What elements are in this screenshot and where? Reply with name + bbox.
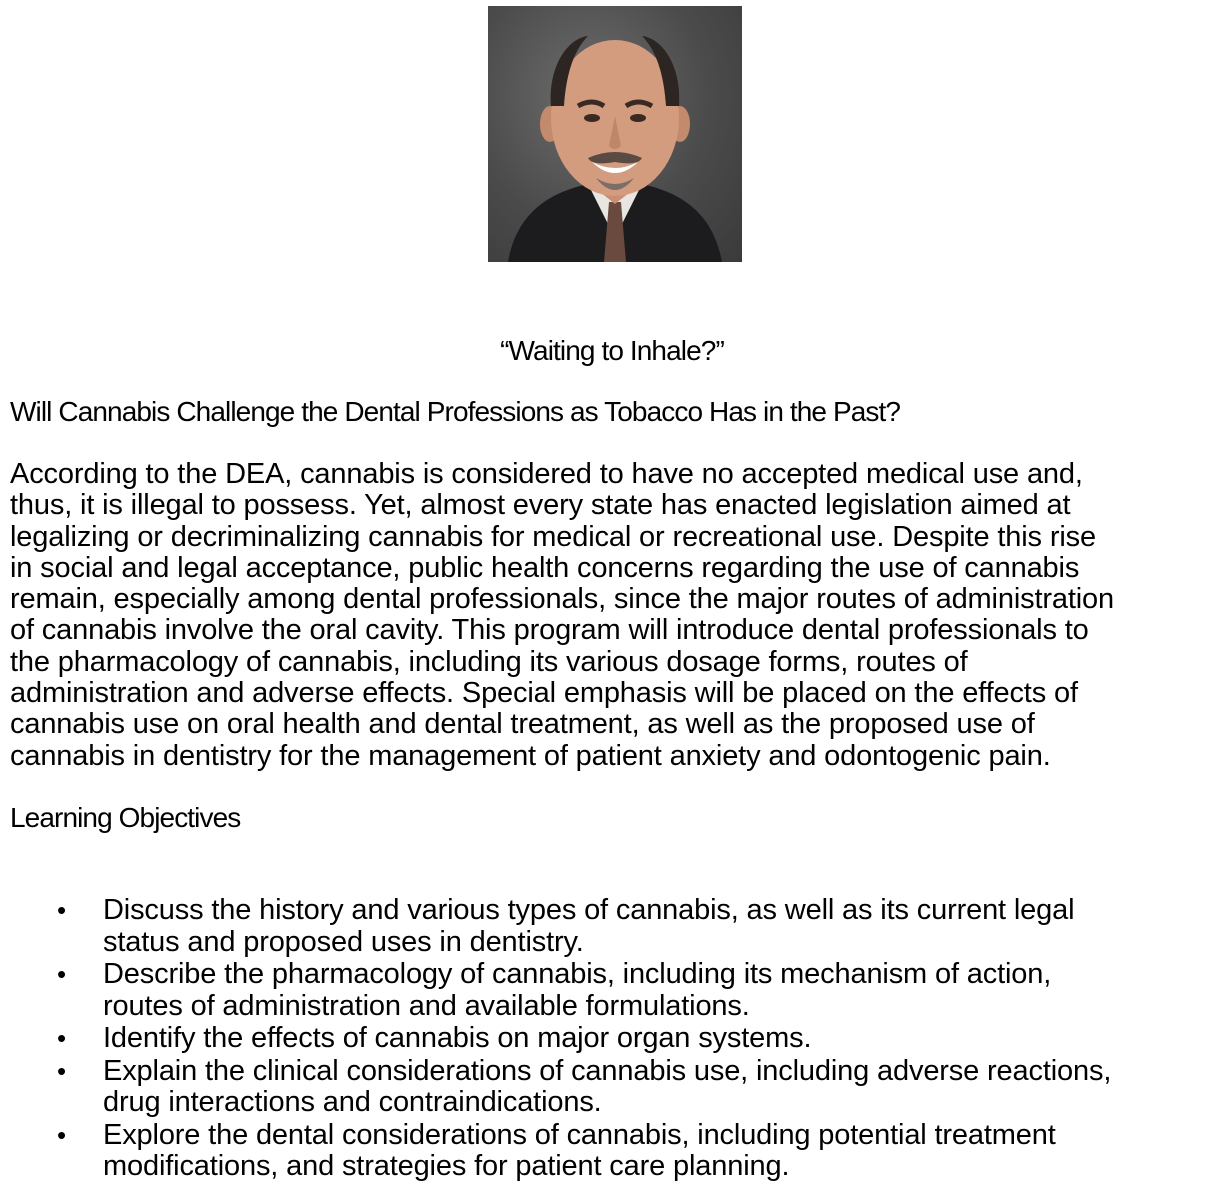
objective-line: routes of administration and available formulations. bbox=[103, 989, 750, 1022]
bullet-icon: • bbox=[57, 959, 66, 989]
description-line: administration and adverse effects. Special emphasis will be placed on the effects of bbox=[10, 677, 1078, 710]
description-line: of cannabis involve the oral cavity. This program will introduce dental professionals to bbox=[10, 614, 1089, 647]
bullet-icon: • bbox=[57, 1023, 66, 1053]
list-item bbox=[0, 895, 1224, 958]
description-line: the pharmacology of cannabis, including its various dosage forms, routes of bbox=[10, 645, 968, 678]
objective-line: Explain the clinical considerations of cannabis use, including adverse reactions, bbox=[103, 1054, 1112, 1087]
objective-line: Describe the pharmacology of cannabis, including its mechanism of action, bbox=[103, 958, 1052, 990]
bullet-icon: • bbox=[57, 895, 66, 925]
objective-line: Explore the dental considerations of cannabis, including potential treatment bbox=[103, 1118, 1056, 1151]
list-item bbox=[0, 1056, 1224, 1119]
objective-line: Identify the effects of cannabis on major organ systems. bbox=[103, 1022, 812, 1054]
list-item bbox=[0, 1120, 1224, 1183]
description-line: in social and legal acceptance, public health concerns regarding the use of cannabis bbox=[10, 551, 1080, 584]
description-line: cannabis use on oral health and dental treatment, as well as the proposed use of bbox=[10, 708, 1035, 741]
description-line: cannabis in dentistry for the management of patient anxiety and odontogenic pain. bbox=[10, 739, 1051, 772]
description-line: remain, especially among dental professionals, since the major routes of administration bbox=[10, 583, 1115, 616]
description-line: legalizing or decriminalizing cannabis for medical or recreational use. Despite this rise bbox=[10, 520, 1096, 553]
objective-line: status and proposed uses in dentistry. bbox=[103, 925, 584, 958]
description-line: thus, it is illegal to possess. Yet, almost every state has enacted legislation aimed at bbox=[10, 489, 1071, 522]
bullet-icon: • bbox=[57, 1055, 66, 1086]
objective-line: drug interactions and contraindications. bbox=[103, 1086, 602, 1118]
list-item bbox=[0, 959, 1224, 1022]
list-item bbox=[0, 1023, 1224, 1055]
objective-line: modifications, and strategies for patient care planning. bbox=[103, 1150, 790, 1182]
learning-objectives-heading: Learning Objectives bbox=[10, 802, 241, 833]
description-line: According to the DEA, cannabis is considered to have no accepted medical use and, bbox=[10, 458, 1083, 490]
person-portrait-icon bbox=[488, 6, 742, 262]
program-subtitle: Will Cannabis Challenge the Dental Professions as Tobacco Has in the Past? bbox=[10, 396, 901, 427]
learning-objectives-list bbox=[0, 895, 1224, 1184]
speaker-photo bbox=[488, 6, 742, 262]
program-title: “Waiting to Inhale?” bbox=[500, 335, 724, 366]
bullet-icon: • bbox=[57, 1119, 66, 1150]
objective-line: Discuss the history and various types of cannabis, as well as its current legal bbox=[103, 894, 1075, 926]
program-description bbox=[10, 459, 1222, 772]
